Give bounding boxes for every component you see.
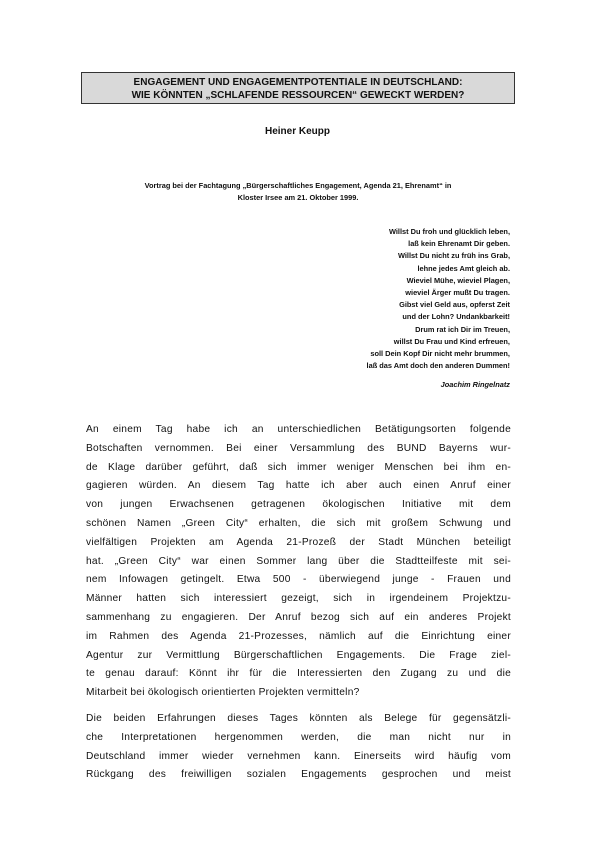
title-line-2: WIE KÖNNTEN „SCHLAFENDE RESSOURCEN“ GEWECKT WERDEN? xyxy=(131,90,465,101)
epigraph-poem xyxy=(367,226,510,392)
poem-line: Willst Du froh und glücklich leben, xyxy=(388,227,510,236)
text-line: de Klage darüber geführt, daß sich immer weniger Menschen bei ihm en- xyxy=(86,461,511,473)
text-line: von jungen Erwachsenen getragenen ökologischen Initiative mit dem xyxy=(86,499,511,511)
poem-line: soll Dein Kopf Dir nicht mehr brummen, xyxy=(370,349,510,359)
text-line: nem Infowagen getingelt. Etwa 500 - überwiegend junge - Frauen und xyxy=(86,574,511,586)
poem-line: laß das Amt doch den anderen Dummen! xyxy=(366,361,510,371)
poem-line: Wieviel Mühe, wieviel Plagen, xyxy=(406,275,510,285)
poem-line: lehne jedes Amt gleich ab. xyxy=(417,263,510,273)
author-name: Heiner Keupp xyxy=(264,126,330,137)
text-line: An einem Tag habe ich an unterschiedlichen Betätigungsorten folgende xyxy=(86,424,511,435)
text-line: Die beiden Erfahrungen dieses Tages könnten als Belege für gegensätzli- xyxy=(86,713,511,724)
poem-line: Drum rat ich Dir im Treuen, xyxy=(415,324,510,334)
text-line: che Interpretationen hergenommen werden, die man nicht nur in xyxy=(86,731,511,743)
text-line: im Rahmen des Agenda 21-Prozesses, nämlich auf die Einrichtung einer xyxy=(86,630,511,642)
text-line: vielfältigen Projekten am Agenda 21-Prozeß der Stadt München beteiligt xyxy=(86,536,511,548)
text-line: Agentur zur Vermittlung Bürgerschaftlichen Engagements. Die Frage ziel- xyxy=(86,649,511,661)
body-paragraph-2 xyxy=(86,710,511,785)
poem-line: und der Lohn? Undankbarkeit! xyxy=(402,312,510,322)
text-line: Deutschland immer wieder vernehmen kann. Einerseits wird häufig vom xyxy=(86,750,511,762)
text-line: Rückgang des freiwilligen sozialen Engagements gesprochen und meist xyxy=(86,769,511,781)
poem-line: Gibst viel Geld aus, opferst Zeit xyxy=(399,300,510,310)
title-line-1: ENGAGEMENT UND ENGAGEMENTPOTENTIALE IN DEUTSCHLAND: xyxy=(133,77,463,88)
talk-info-line-1: Vortrag bei der Fachtagung „Bürgerschaftliches Engagement, Agenda 21, Ehrenamt“ in xyxy=(144,181,452,190)
body-paragraph-1 xyxy=(86,421,511,703)
talk-info-line-2: Kloster Irsee am 21. Oktober 1999. xyxy=(237,193,359,202)
talk-info xyxy=(82,180,514,204)
document-title-box xyxy=(81,72,515,104)
poem-line: wieviel Ärger mußt Du tragen. xyxy=(405,288,510,298)
poem-author: Joachim Ringelnatz xyxy=(440,380,510,390)
poem-line: laß kein Ehrenamt Dir geben. xyxy=(408,239,510,249)
text-line: Botschaften vernommen. Bei einer Versammlung des BUND Bayerns wur- xyxy=(86,442,511,454)
poem-line: Willst Du nicht zu früh ins Grab, xyxy=(397,251,510,261)
text-line: schönen Namen „Green City“ erhalten, die sich mit großem Schwung und xyxy=(86,517,511,529)
text-line: gagieren würden. An diesem Tag hatte ich aber auch einen Anruf einer xyxy=(86,480,511,492)
text-line: Männer hatten sich interessiert gezeigt, sich in irgendeinem Projektzu- xyxy=(86,593,511,605)
text-line: Mitarbeit bei ökologisch orientierten Projekten vermitteln? xyxy=(86,687,360,699)
text-line: hat. „Green City“ war einen Sommer lang über die Stadtteilfeste mit sei- xyxy=(86,555,511,567)
text-line: sammenhang zu engagieren. Der Anruf bezog sich auf ein anderes Projekt xyxy=(86,611,511,623)
poem-line: willst Du Frau und Kind erfreuen, xyxy=(393,336,510,346)
text-line: te genau darauf: Könnt ihr für die Interessierten den Zugang zu und die xyxy=(86,668,511,680)
